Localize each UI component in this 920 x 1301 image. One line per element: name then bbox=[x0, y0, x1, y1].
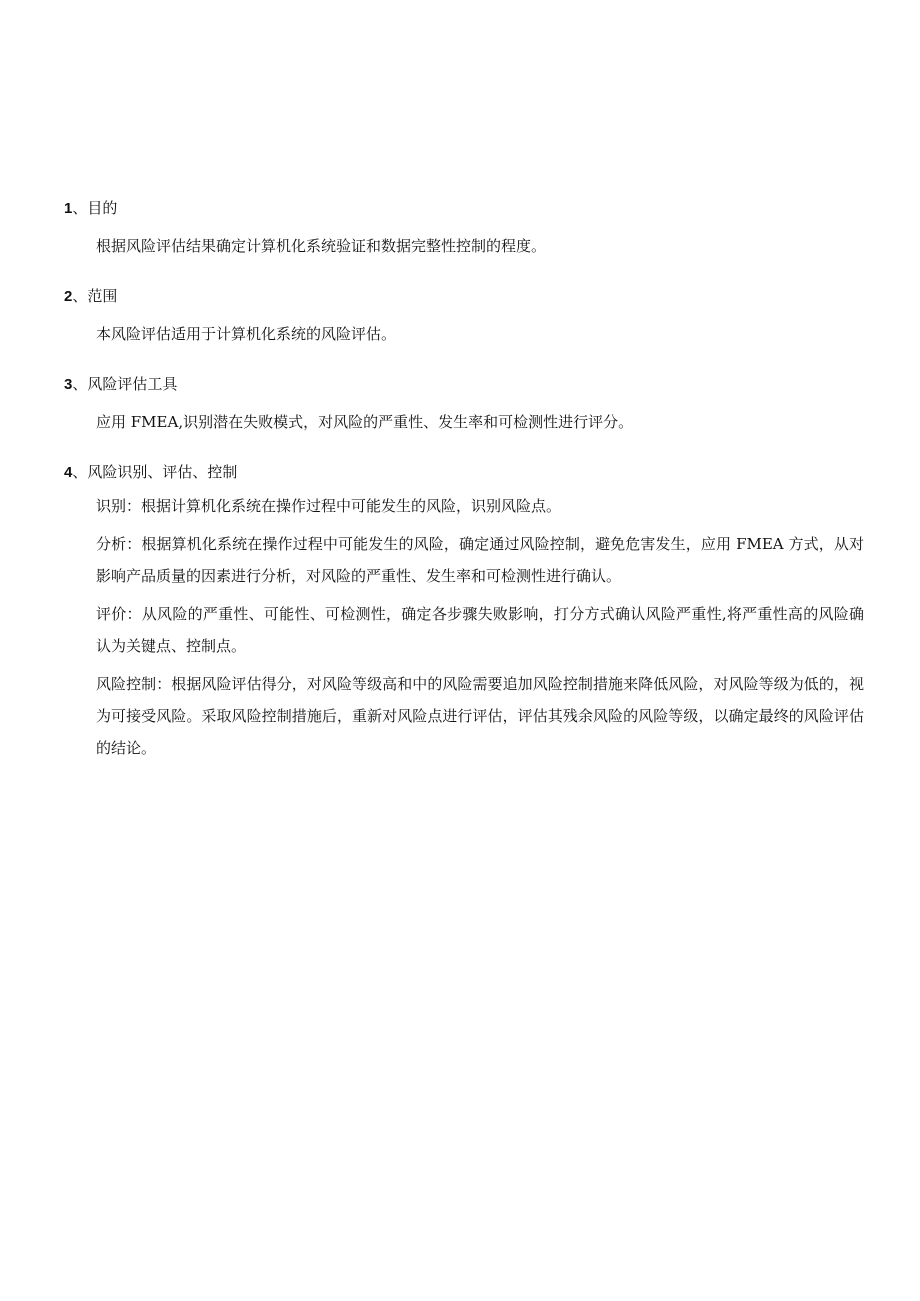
document-body bbox=[64, 196, 864, 786]
section-heading bbox=[64, 460, 864, 484]
section-separator: 、 bbox=[72, 287, 88, 305]
section-title: 目的 bbox=[87, 199, 118, 217]
section-number: 1 bbox=[64, 200, 73, 217]
section-title: 风险评估工具 bbox=[87, 375, 178, 393]
section-heading bbox=[64, 372, 864, 396]
section-heading bbox=[64, 196, 864, 220]
section-scope bbox=[64, 284, 864, 350]
section-purpose bbox=[64, 196, 864, 262]
section-separator: 、 bbox=[72, 199, 88, 217]
section-number: 4 bbox=[64, 464, 73, 481]
paragraph-identification: 识别：根据计算机化系统在操作过程中可能发生的风险，识别风险点。 bbox=[96, 497, 562, 515]
paragraph-analysis: 分析：根据算机化系统在操作过程中可能发生的风险，确定通过风险控制，避免危害发生，应用 FMEA 方式，从对影响产品质量的因素进行分析，对风险的严重性、发生率和可检测性进行确认。 bbox=[96, 535, 864, 585]
section-risk-control bbox=[64, 460, 864, 764]
section-tools bbox=[64, 372, 864, 438]
section-separator: 、 bbox=[72, 463, 88, 481]
paragraph: 本风险评估适用于计算机化系统的风险评估。 bbox=[96, 325, 397, 343]
paragraph: 应用 FMEA,识别潜在失败模式，对风险的严重性、发生率和可检测性进行评分。 bbox=[96, 413, 634, 431]
section-separator: 、 bbox=[72, 375, 88, 393]
paragraph: 根据风险评估结果确定计算机化系统验证和数据完整性控制的程度。 bbox=[96, 237, 547, 255]
paragraph-evaluation: 评价：从风险的严重性、可能性、可检测性，确定各步骤失败影响，打分方式确认风险严重性,将严重性高的风险确认为关键点、控制点。 bbox=[96, 605, 864, 655]
section-heading bbox=[64, 284, 864, 308]
section-title: 范围 bbox=[87, 287, 118, 305]
section-number: 2 bbox=[64, 288, 73, 305]
paragraph-control: 风险控制：根据风险评估得分，对风险等级高和中的风险需要追加风险控制措施来降低风险，对风险等级为低的，视为可接受风险。采取风险控制措施后，重新对风险点进行评估，评估其残余风险的风险等级，以确定最终的风险评估的结论。 bbox=[96, 675, 864, 757]
section-title: 风险识别、评估、控制 bbox=[87, 463, 238, 481]
section-number: 3 bbox=[64, 376, 73, 393]
